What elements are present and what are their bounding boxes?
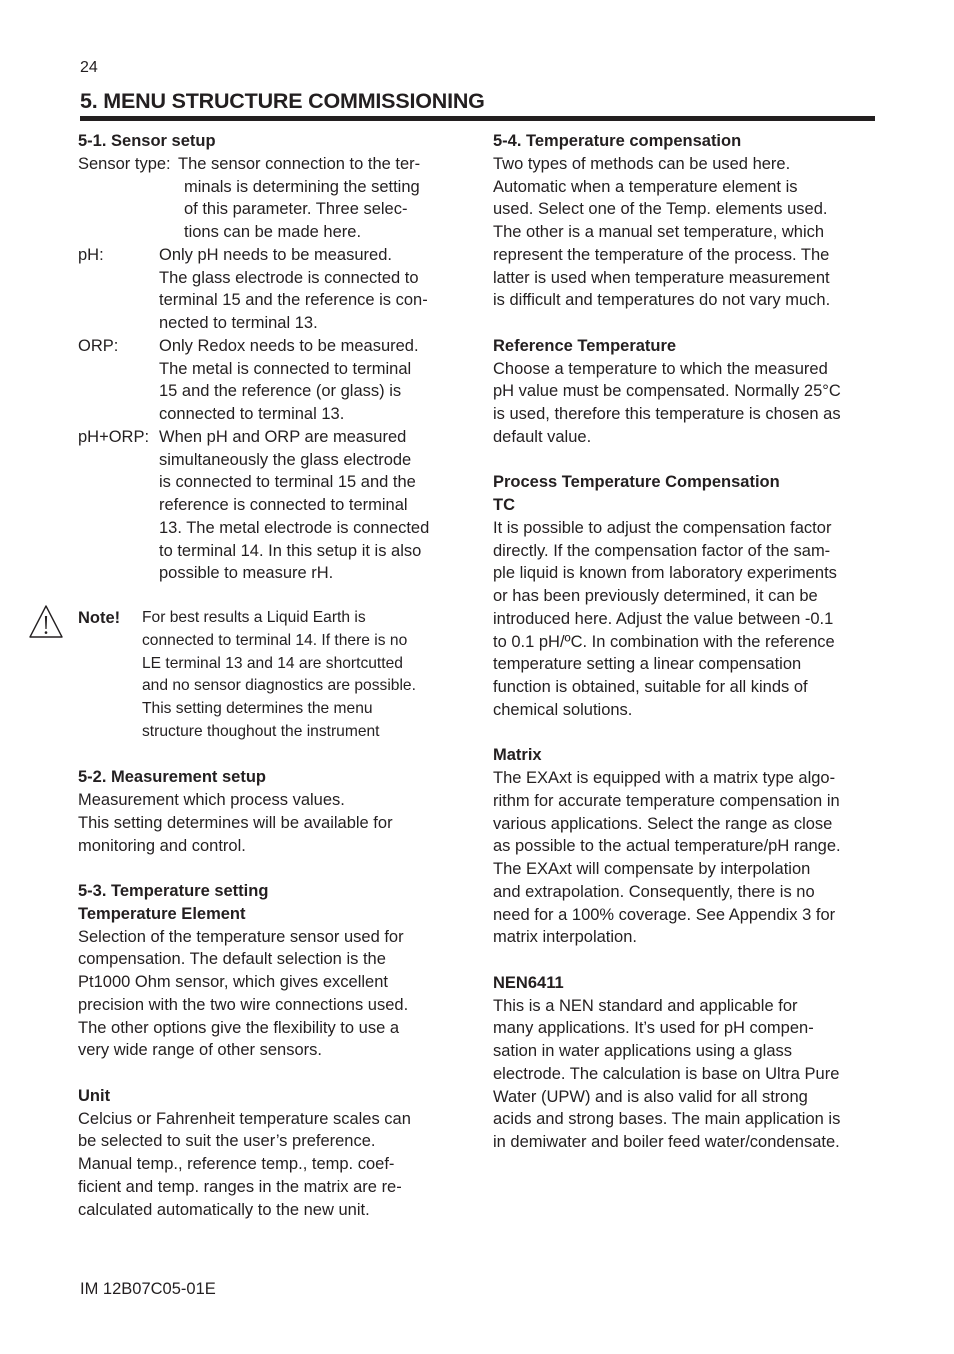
right-column xyxy=(493,130,883,1154)
text-line: and no sensor diagnostics are possible. xyxy=(142,677,416,695)
text-line: compensation. The default selection is the xyxy=(78,950,386,969)
text-line: This setting determines the menu xyxy=(142,700,373,717)
text-line: is connected to terminal 15 and the xyxy=(159,473,416,492)
text-line: Manual temp., reference temp., temp. coef- xyxy=(78,1155,395,1173)
warning-icon xyxy=(28,604,64,640)
spacer xyxy=(493,949,883,972)
ph-orp-description xyxy=(159,426,429,585)
sensor-type-description xyxy=(178,153,421,244)
text-line: latter is used when temperature measurement xyxy=(493,268,830,287)
matrix-heading: Matrix xyxy=(493,746,542,765)
sensor-setup-heading: 5-1. Sensor setup xyxy=(78,132,216,150)
orp-definition xyxy=(78,335,468,426)
text-line: Water (UPW) and is also valid for all strong xyxy=(493,1087,808,1106)
text-line: need for a 100% coverage. See Appendix 3 for xyxy=(493,905,836,924)
text-line: or has been previously determined, it can be xyxy=(493,587,818,605)
text-line: The glass electrode is connected to xyxy=(159,268,419,287)
spacer xyxy=(493,722,883,745)
document-code-footer: IM 12B07C05-01E xyxy=(80,1280,216,1298)
unit-heading: Unit xyxy=(78,1086,111,1105)
text-line: Measurement which process values. xyxy=(78,791,345,809)
text-line: connected to terminal 13. xyxy=(159,405,345,423)
text-line: Two types of methods can be used here. xyxy=(493,154,791,173)
text-line: Automatic when a temperature element is xyxy=(493,177,798,196)
text-line: monitoring and control. xyxy=(78,836,246,855)
text-line: is used, therefore this temperature is chosen as xyxy=(493,405,841,423)
orp-description xyxy=(159,335,419,426)
text-line: terminal 15 and the reference is con- xyxy=(159,291,428,310)
text-line: The other options give the flexibility to use a xyxy=(78,1018,400,1037)
text-line: Only Redox needs to be measured. xyxy=(159,336,419,355)
tc-heading: TC xyxy=(493,496,515,514)
text-line: This is a NEN standard and applicable for xyxy=(493,996,798,1015)
text-line: is difficult and temperatures do not vary much. xyxy=(493,291,831,310)
measurement-setup-heading: 5-2. Measurement setup xyxy=(78,768,266,787)
text-line: sation in water applications using a glass xyxy=(493,1042,793,1060)
orp-term: ORP: xyxy=(78,336,119,355)
ph-orp-term: pH+ORP: xyxy=(78,427,150,446)
text-line: tions can be made here. xyxy=(184,223,362,241)
temperature-compensation-heading: 5-4. Temperature compensation xyxy=(493,132,742,150)
text-line: to terminal 14. In this setup it is also xyxy=(159,541,422,560)
text-line: in demiwater and boiler feed water/condensate. xyxy=(493,1133,840,1151)
spacer xyxy=(78,1062,468,1085)
text-line: ficient and temp. ranges in the matrix are re- xyxy=(78,1177,402,1196)
reference-temperature-heading: Reference Temperature xyxy=(493,336,677,355)
text-line: and extrapolation. Consequently, there is no xyxy=(493,882,815,901)
temperature-setting-heading: 5-3. Temperature setting xyxy=(78,882,269,900)
text-line: connected to terminal 14. If there is no xyxy=(142,631,408,649)
note-text xyxy=(142,607,416,744)
text-line: structure thoughout the instrument xyxy=(142,722,380,740)
text-line: Choose a temperature to which the measured xyxy=(493,359,828,378)
spacer xyxy=(78,857,468,880)
text-line: rithm for accurate temperature compensation in xyxy=(493,791,840,810)
left-column xyxy=(78,130,468,1221)
text-line: temperature setting a linear compensation xyxy=(493,655,802,674)
text-line: calculated automatically to the new unit. xyxy=(78,1200,370,1219)
text-line: function is obtained, suitable for all kinds of xyxy=(493,678,808,696)
text-line: represent the temperature of the process. The xyxy=(493,245,830,264)
text-line: The EXAxt will compensate by interpolation xyxy=(493,860,811,878)
text-line: minals is determining the setting xyxy=(184,177,420,196)
text-line: matrix interpolation. xyxy=(493,928,637,947)
text-line: This setting determines will be available for xyxy=(78,813,393,832)
text-line: chemical solutions. xyxy=(493,700,633,719)
text-line: It is possible to adjust the compensation factor xyxy=(493,518,832,537)
text-line: nected to terminal 13. xyxy=(159,314,318,332)
text-line: possible to measure rH. xyxy=(159,564,334,583)
text-line: Celcius or Fahrenheit temperature scales can xyxy=(78,1109,411,1128)
ph-description xyxy=(159,244,428,335)
text-line: Only pH needs to be measured. xyxy=(159,245,392,264)
text-line: 15 and the reference (or glass) is xyxy=(159,382,402,401)
text-line: LE terminal 13 and 14 are shortcutted xyxy=(142,654,403,672)
text-line: When pH and ORP are measured xyxy=(159,427,407,446)
spacer xyxy=(493,449,883,472)
text-line: 13. The metal electrode is connected xyxy=(159,518,430,537)
text-line: used. Select one of the Temp. elements used. xyxy=(493,200,828,219)
process-temp-compensation-heading: Process Temperature Compensation xyxy=(493,473,780,492)
text-line: Selection of the temperature sensor used for xyxy=(78,927,404,946)
sensor-type-term: Sensor type: xyxy=(78,154,171,173)
text-line: as possible to the actual temperature/pH range. xyxy=(493,837,841,856)
nen6411-heading: NEN6411 xyxy=(493,973,564,992)
text-line: ple liquid is known from laboratory experiments xyxy=(493,564,837,583)
text-line: directly. If the compensation factor of the sam- xyxy=(493,541,831,560)
text-line: Pt1000 Ohm sensor, which gives excellent xyxy=(78,973,388,991)
text-line: to 0.1 pH/ºC. In combination with the reference xyxy=(493,632,835,651)
text-line: For best results a Liquid Earth is xyxy=(142,609,366,626)
text-line: The other is a manual set temperature, which xyxy=(493,223,825,241)
text-line: The EXAxt is equipped with a matrix type algo- xyxy=(493,769,836,787)
sensor-type-definition xyxy=(78,153,468,244)
text-line: introduced here. Adjust the value between -0.1 xyxy=(493,609,834,628)
note-block xyxy=(78,607,468,744)
text-line: default value. xyxy=(493,427,592,446)
page-number: 24 xyxy=(80,59,98,76)
temperature-element-heading: Temperature Element xyxy=(78,904,246,923)
text-line: reference is connected to terminal xyxy=(159,496,408,514)
chapter-title: 5. MENU STRUCTURE COMMISSIONING xyxy=(80,89,485,113)
text-line: many applications. It’s used for pH compen- xyxy=(493,1019,814,1038)
text-line: various applications. Select the range as close xyxy=(493,814,833,833)
text-line: precision with the two wire connections used. xyxy=(78,995,409,1014)
ph-definition xyxy=(78,244,468,335)
ph-orp-definition xyxy=(78,426,468,585)
spacer xyxy=(78,744,468,767)
text-line: acids and strong bases. The main application is xyxy=(493,1110,841,1129)
note-label: Note! xyxy=(78,609,121,627)
text-line: The metal is connected to terminal xyxy=(159,359,412,378)
text-line: pH value must be compensated. Normally 25°C xyxy=(493,382,841,401)
text-line: electrode. The calculation is base on Ultra Pure xyxy=(493,1064,840,1083)
ph-term: pH: xyxy=(78,245,104,264)
title-rule xyxy=(80,116,875,121)
text-line: of this parameter. Three selec- xyxy=(184,200,408,219)
text-line: The sensor connection to the ter- xyxy=(178,154,421,173)
spacer xyxy=(493,312,883,335)
text-line: simultaneously the glass electrode xyxy=(159,450,412,469)
text-line: be selected to suit the user’s preference. xyxy=(78,1132,376,1151)
text-line: very wide range of other sensors. xyxy=(78,1041,322,1060)
